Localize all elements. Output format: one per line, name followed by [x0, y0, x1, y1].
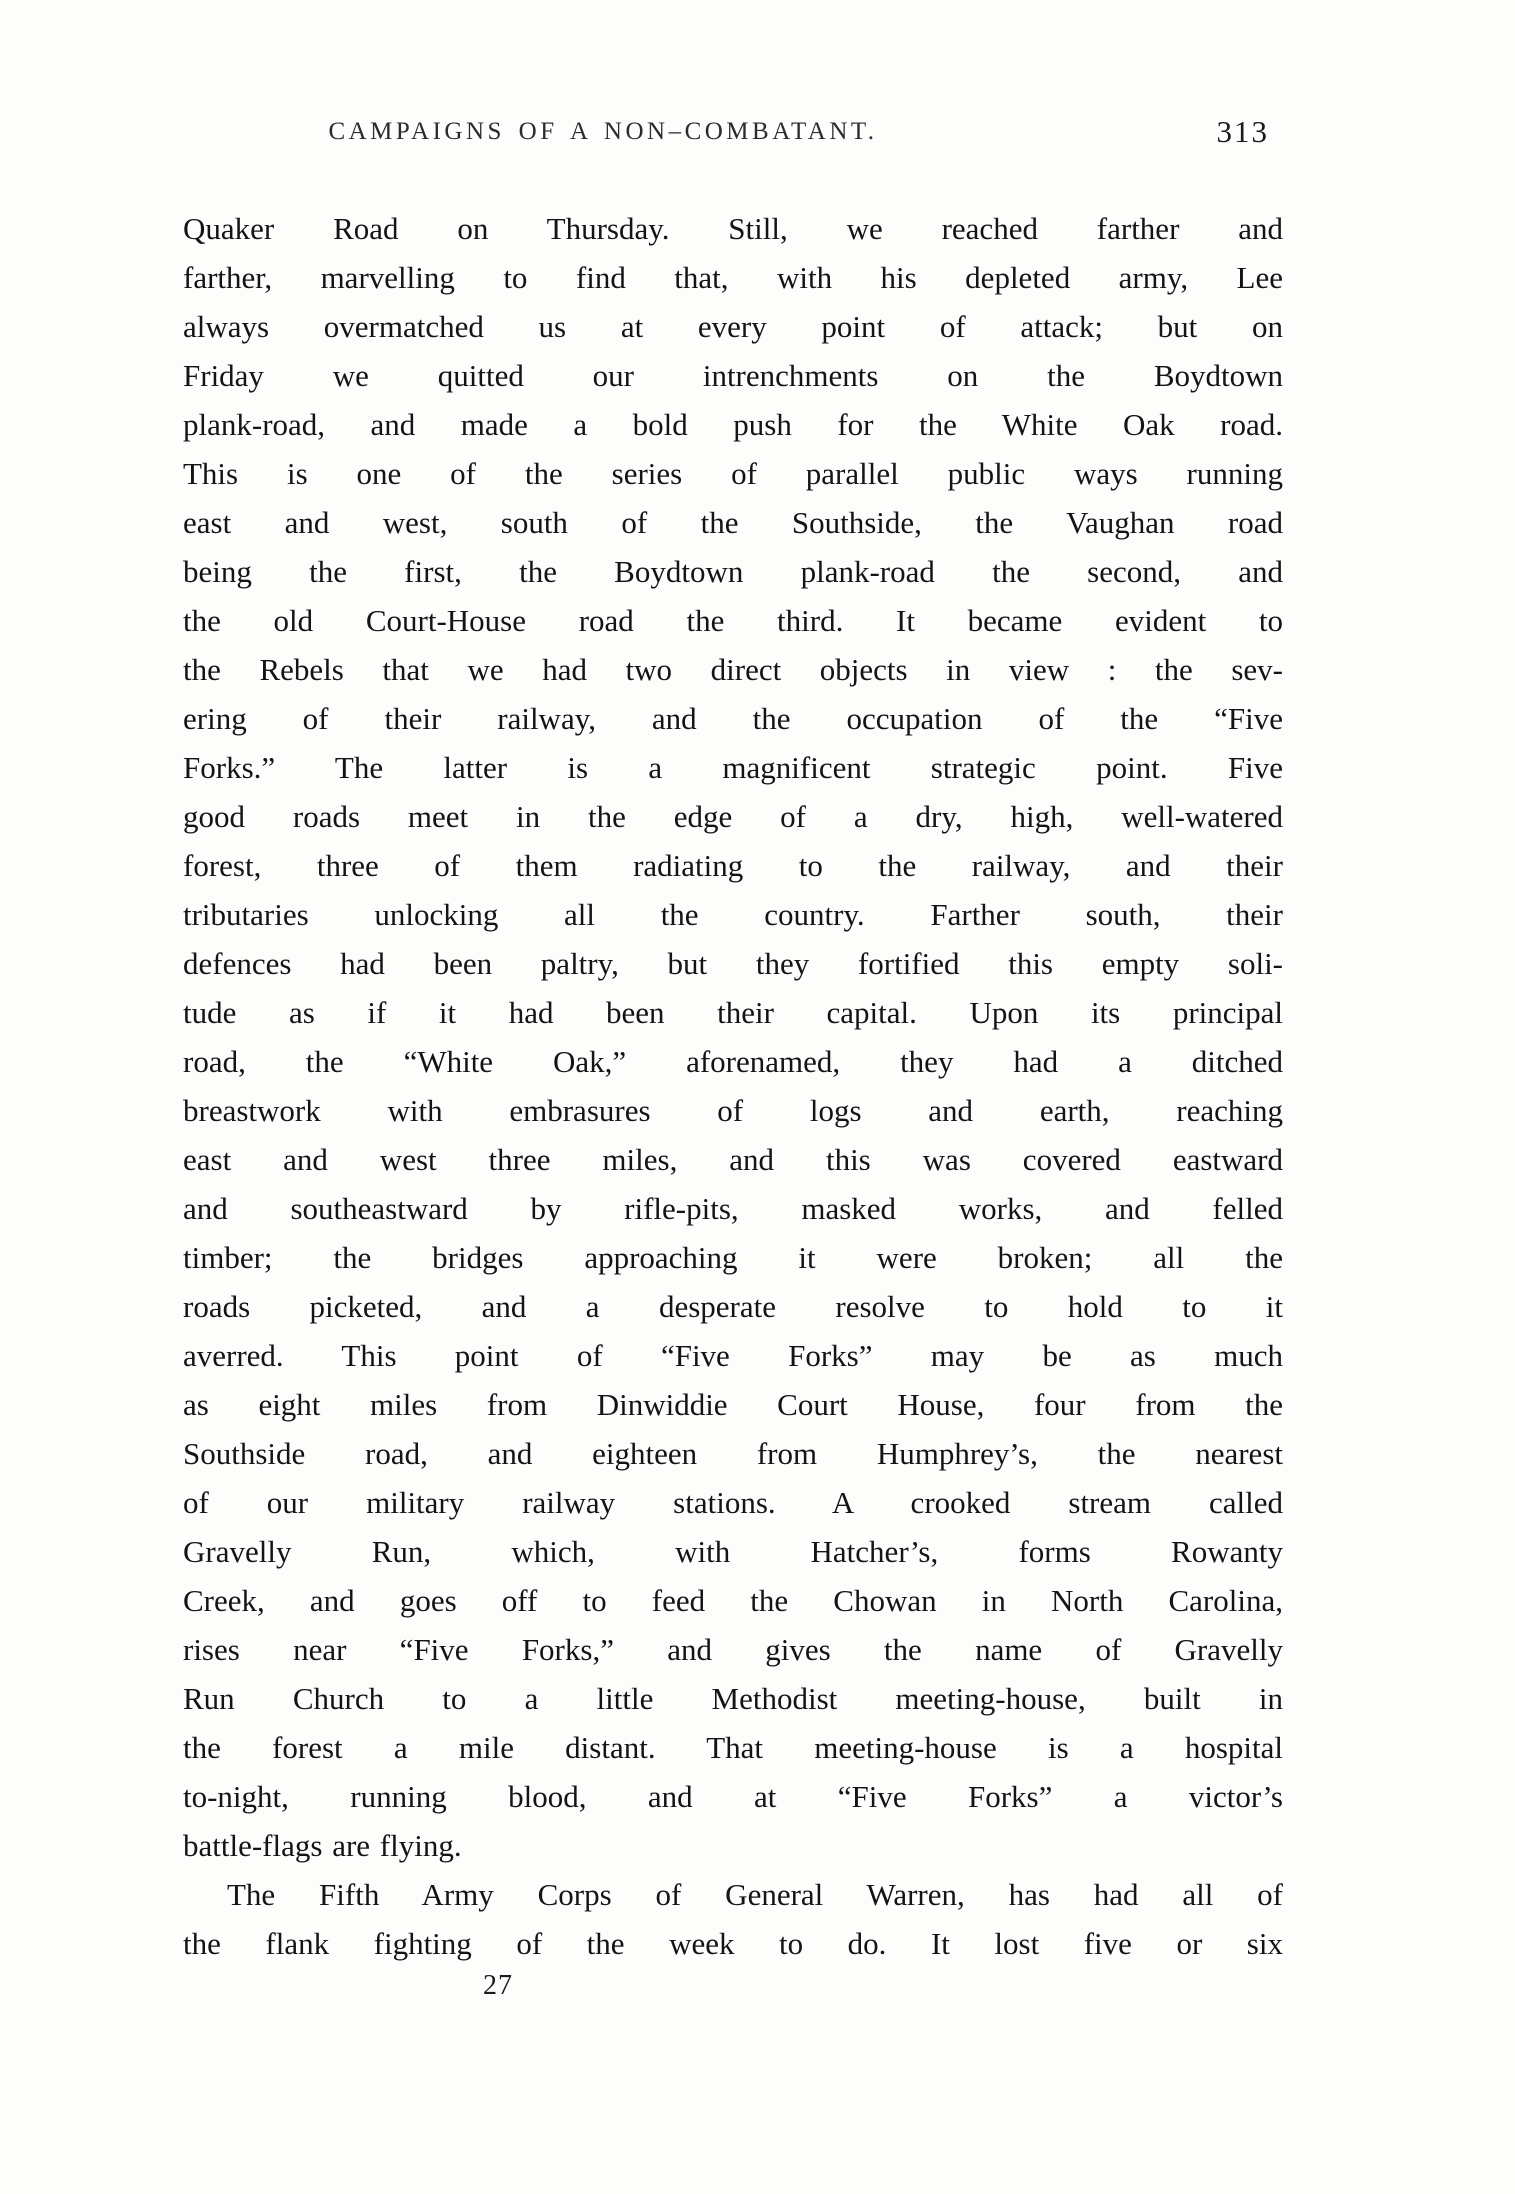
text-line: the flank fighting of the week to do. It lost five or six — [183, 1926, 1283, 1961]
text-line: Gravelly Run, which, with Hatcher’s, forms Rowanty — [183, 1534, 1283, 1569]
text-line: the Rebels that we had two direct objects in view : the sev- — [183, 652, 1283, 687]
text-line: Southside road, and eighteen from Humphrey’s, the nearest — [183, 1436, 1283, 1471]
text-line: tributaries unlocking all the country. Farther south, their — [183, 897, 1283, 932]
text-line: always overmatched us at every point of attack; but on — [183, 309, 1283, 344]
page-footer — [183, 1970, 1283, 2002]
text-line: Quaker Road on Thursday. Still, we reached farther and — [183, 211, 1283, 246]
text-line: farther, marvelling to find that, with his depleted army, Lee — [183, 260, 1283, 295]
paragraph — [183, 204, 1283, 1870]
text-line: to-night, running blood, and at “Five Forks” a victor’s — [183, 1779, 1283, 1814]
text-line: breastwork with embrasures of logs and earth, reaching — [183, 1093, 1283, 1128]
text-line: Run Church to a little Methodist meeting-house, built in — [183, 1681, 1283, 1716]
signature-mark: 27 — [483, 1970, 513, 2001]
text-line: east and west, south of the Southside, the Vaughan road — [183, 505, 1283, 540]
text-line: the forest a mile distant. That meeting-house is a hospital — [183, 1730, 1283, 1765]
paragraph — [183, 1870, 1283, 1968]
running-header — [183, 114, 1283, 158]
text-line: rises near “Five Forks,” and gives the name of Gravelly — [183, 1632, 1283, 1667]
text-line: defences had been paltry, but they fortified this empty soli- — [183, 946, 1283, 981]
text-line: of our military railway stations. A crooked stream called — [183, 1485, 1283, 1520]
text-line: as eight miles from Dinwiddie Court House, four from the — [183, 1387, 1283, 1422]
text-line: plank-road, and made a bold push for the White Oak road. — [183, 407, 1283, 442]
text-line: Creek, and goes off to feed the Chowan in North Carolina, — [183, 1583, 1283, 1618]
text-line: averred. This point of “Five Forks” may be as much — [183, 1338, 1283, 1373]
text-line: battle-flags are flying. — [183, 1828, 462, 1863]
text-block — [183, 114, 1283, 2002]
text-line: The Fifth Army Corps of General Warren, has had all of — [227, 1877, 1283, 1912]
page-number: 313 — [1216, 114, 1269, 149]
text-line: Forks.” The latter is a magnificent strategic point. Five — [183, 750, 1283, 785]
text-line: the old Court-House road the third. It became evident to — [183, 603, 1283, 638]
text-line: road, the “White Oak,” aforenamed, they had a ditched — [183, 1044, 1283, 1079]
text-line: Friday we quitted our intrenchments on the Boydtown — [183, 358, 1283, 393]
text-line: good roads meet in the edge of a dry, high, well-watered — [183, 799, 1283, 834]
body-text — [183, 204, 1283, 1968]
text-line: east and west three miles, and this was covered eastward — [183, 1142, 1283, 1177]
text-line: timber; the bridges approaching it were broken; all the — [183, 1240, 1283, 1275]
text-line: ering of their railway, and the occupation of the “Five — [183, 701, 1283, 736]
text-line: forest, three of them radiating to the railway, and their — [183, 848, 1283, 883]
running-header-title: CAMPAIGNS OF A NON–COMBATANT. — [328, 118, 878, 145]
text-line: This is one of the series of parallel public ways running — [183, 456, 1283, 491]
text-line: tude as if it had been their capital. Upon its principal — [183, 995, 1283, 1030]
text-line: and southeastward by rifle-pits, masked works, and felled — [183, 1191, 1283, 1226]
text-line: roads picketed, and a desperate resolve to hold to it — [183, 1289, 1283, 1324]
text-line: being the first, the Boydtown plank-road the second, and — [183, 554, 1283, 589]
